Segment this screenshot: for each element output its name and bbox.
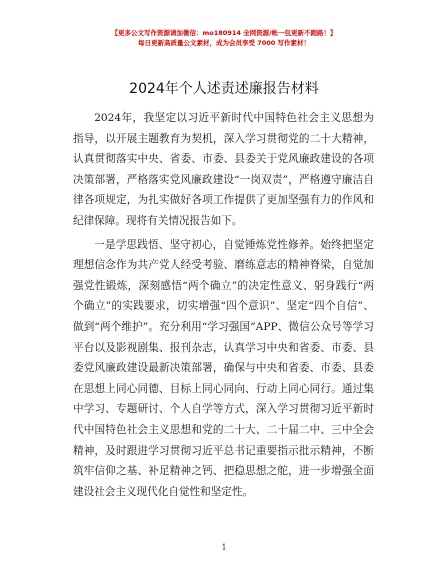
body-paragraph-2: 一是学思践悟、坚守初心，自觉锤炼党性修养。始终把坚定理想信念作为共产党人经受考验、磨练意志的精神脊梁，自觉加强党性锻炼，深刻感悟“两个确立”的决定性意义、躬身践行“两个确立”的实践要求，切实增强“四个意识”、坚定“四个自信”、做到“两个维护”。充分利用“学习强国”APP、微信公众号等学习平台以及影视剧集、报刊杂志，认真学习中央和省委、市委、县委党风廉政建设最新决策部署，确保与中央和省委、市委、县委在思想上同心同德、目标上同心同向、行动上同心同行。通过集中学习、专题研讨、个人自学等方式，深入学习贯彻习近平新时代中国特色社会主义思想和党的二十大、二十届二中、三中全会精神，及时跟进学习贯彻习近平总书记重要指示批示精神，不断筑牢信仰之基、补足精神之钙、把稳思想之舵，进一步增强全面建设社会主义现代化自觉性和坚定性。 <box>73 238 374 498</box>
promo-banner-line-1: 【更多公文写作资源请加微信：mo180914 全网资源/帐一包更新不跑路！】 <box>111 29 337 37</box>
promo-banner-line-2: 每日更新高质量公文素材，成为会员享受 7000 写作素材！ <box>137 39 311 47</box>
body-paragraph-1: 2024年，我坚定以习近平新时代中国特色社会主义思想为指导，以开展主题教育为契机，深入学习贯彻党的二十大精神，认真贯彻落实中央、省委、市委、县委关于党风廉政建设的各项决策部署，严格落实党风廉政建设“一岗双责”，严格遵守廉洁自律各项规定，为扎实做好各项工作提供了更加坚强有力的作风和纪律保障。现将有关情况报告如下。 <box>73 112 374 227</box>
page-number: 1 <box>221 543 227 552</box>
document-title: 2024年个人述责述廉报告材料 <box>129 81 319 97</box>
promo-banner <box>0 28 448 48</box>
document-body <box>73 108 374 502</box>
